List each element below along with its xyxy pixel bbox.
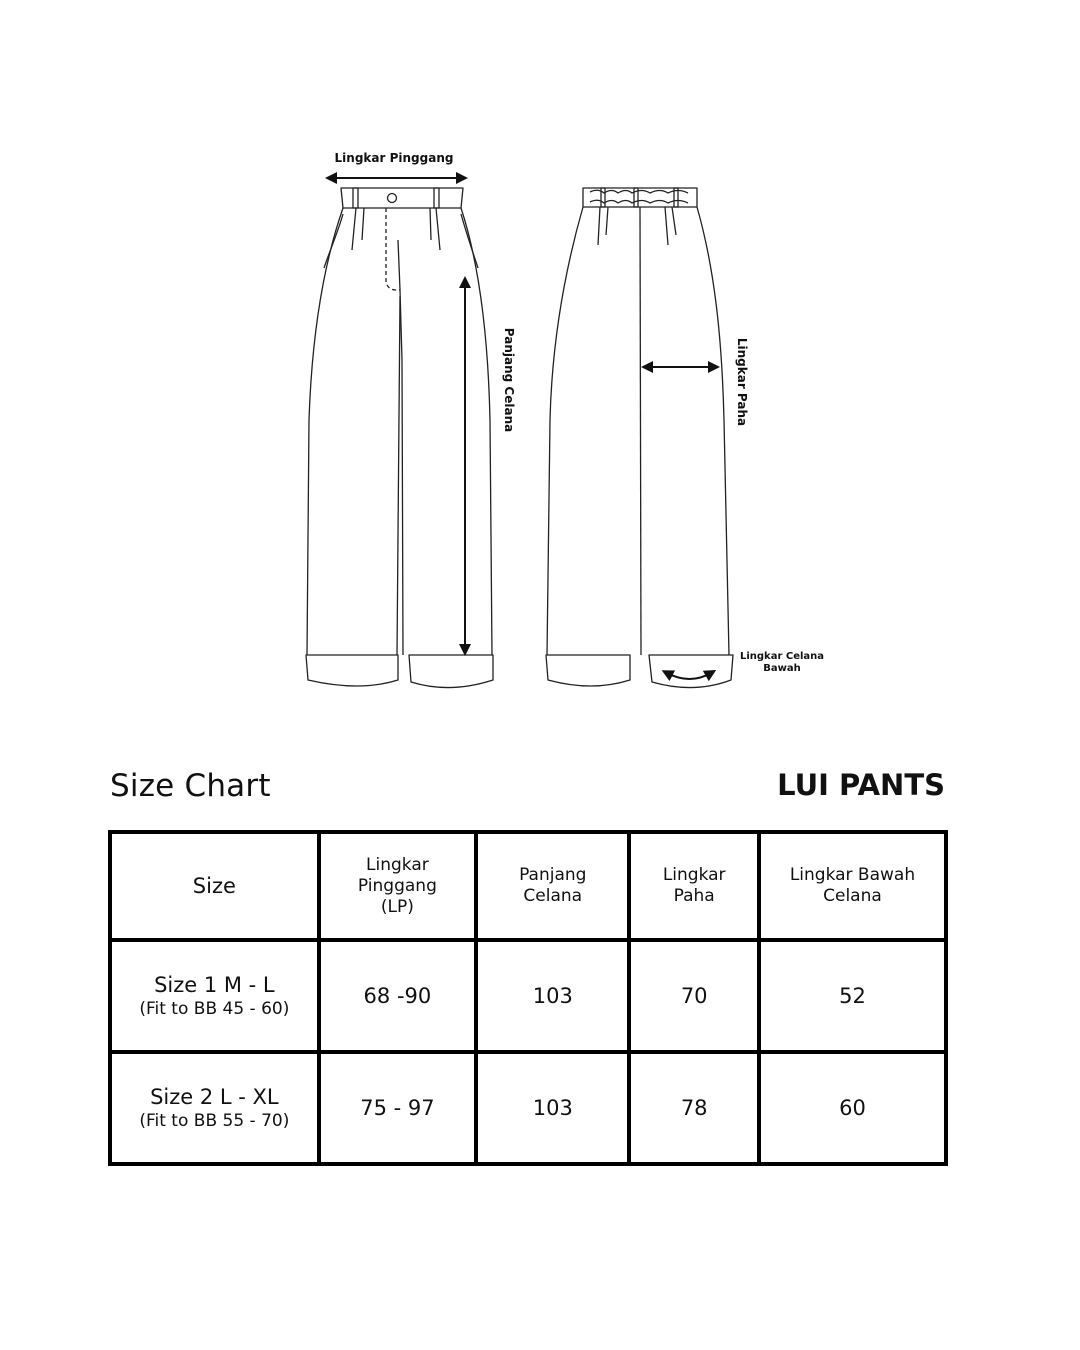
label-lingkar-celana-bawah-line2: Bawah bbox=[763, 663, 801, 674]
product-name: LUI PANTS bbox=[777, 768, 945, 802]
cell-lp: 75 - 97 bbox=[319, 1052, 476, 1164]
back-pants-drawing bbox=[546, 188, 733, 688]
header-lingkar-bawah-celana: Lingkar Bawah Celana bbox=[759, 832, 946, 940]
cell-panjang: 103 bbox=[476, 940, 629, 1052]
measurement-arrows bbox=[331, 178, 714, 679]
size-chart-title: Size Chart bbox=[110, 768, 271, 804]
cell-bawah: 52 bbox=[759, 940, 946, 1052]
label-panjang-celana: Panjang Celana bbox=[502, 327, 516, 433]
cell-size: Size 1 M - L (Fit to BB 45 - 60) bbox=[110, 940, 319, 1052]
header-lingkar-paha: Lingkar Paha bbox=[629, 832, 758, 940]
label-lingkar-paha: Lingkar Paha bbox=[735, 337, 749, 427]
table-row bbox=[110, 940, 946, 1052]
cell-panjang: 103 bbox=[476, 1052, 629, 1164]
cell-lp: 68 -90 bbox=[319, 940, 476, 1052]
table-row bbox=[110, 1052, 946, 1164]
header-lingkar-pinggang: Lingkar Pinggang (LP) bbox=[319, 832, 476, 940]
cell-size: Size 2 L - XL (Fit to BB 55 - 70) bbox=[110, 1052, 319, 1164]
cell-bawah: 60 bbox=[759, 1052, 946, 1164]
table-header-row bbox=[110, 832, 946, 940]
size-table bbox=[108, 830, 948, 1166]
cell-paha: 70 bbox=[629, 940, 758, 1052]
cell-paha: 78 bbox=[629, 1052, 758, 1164]
label-lingkar-pinggang: Lingkar Pinggang bbox=[334, 151, 454, 165]
header-panjang-celana: Panjang Celana bbox=[476, 832, 629, 940]
header-size: Size bbox=[110, 832, 319, 940]
label-lingkar-celana-bawah-line1: Lingkar Celana bbox=[739, 651, 825, 662]
